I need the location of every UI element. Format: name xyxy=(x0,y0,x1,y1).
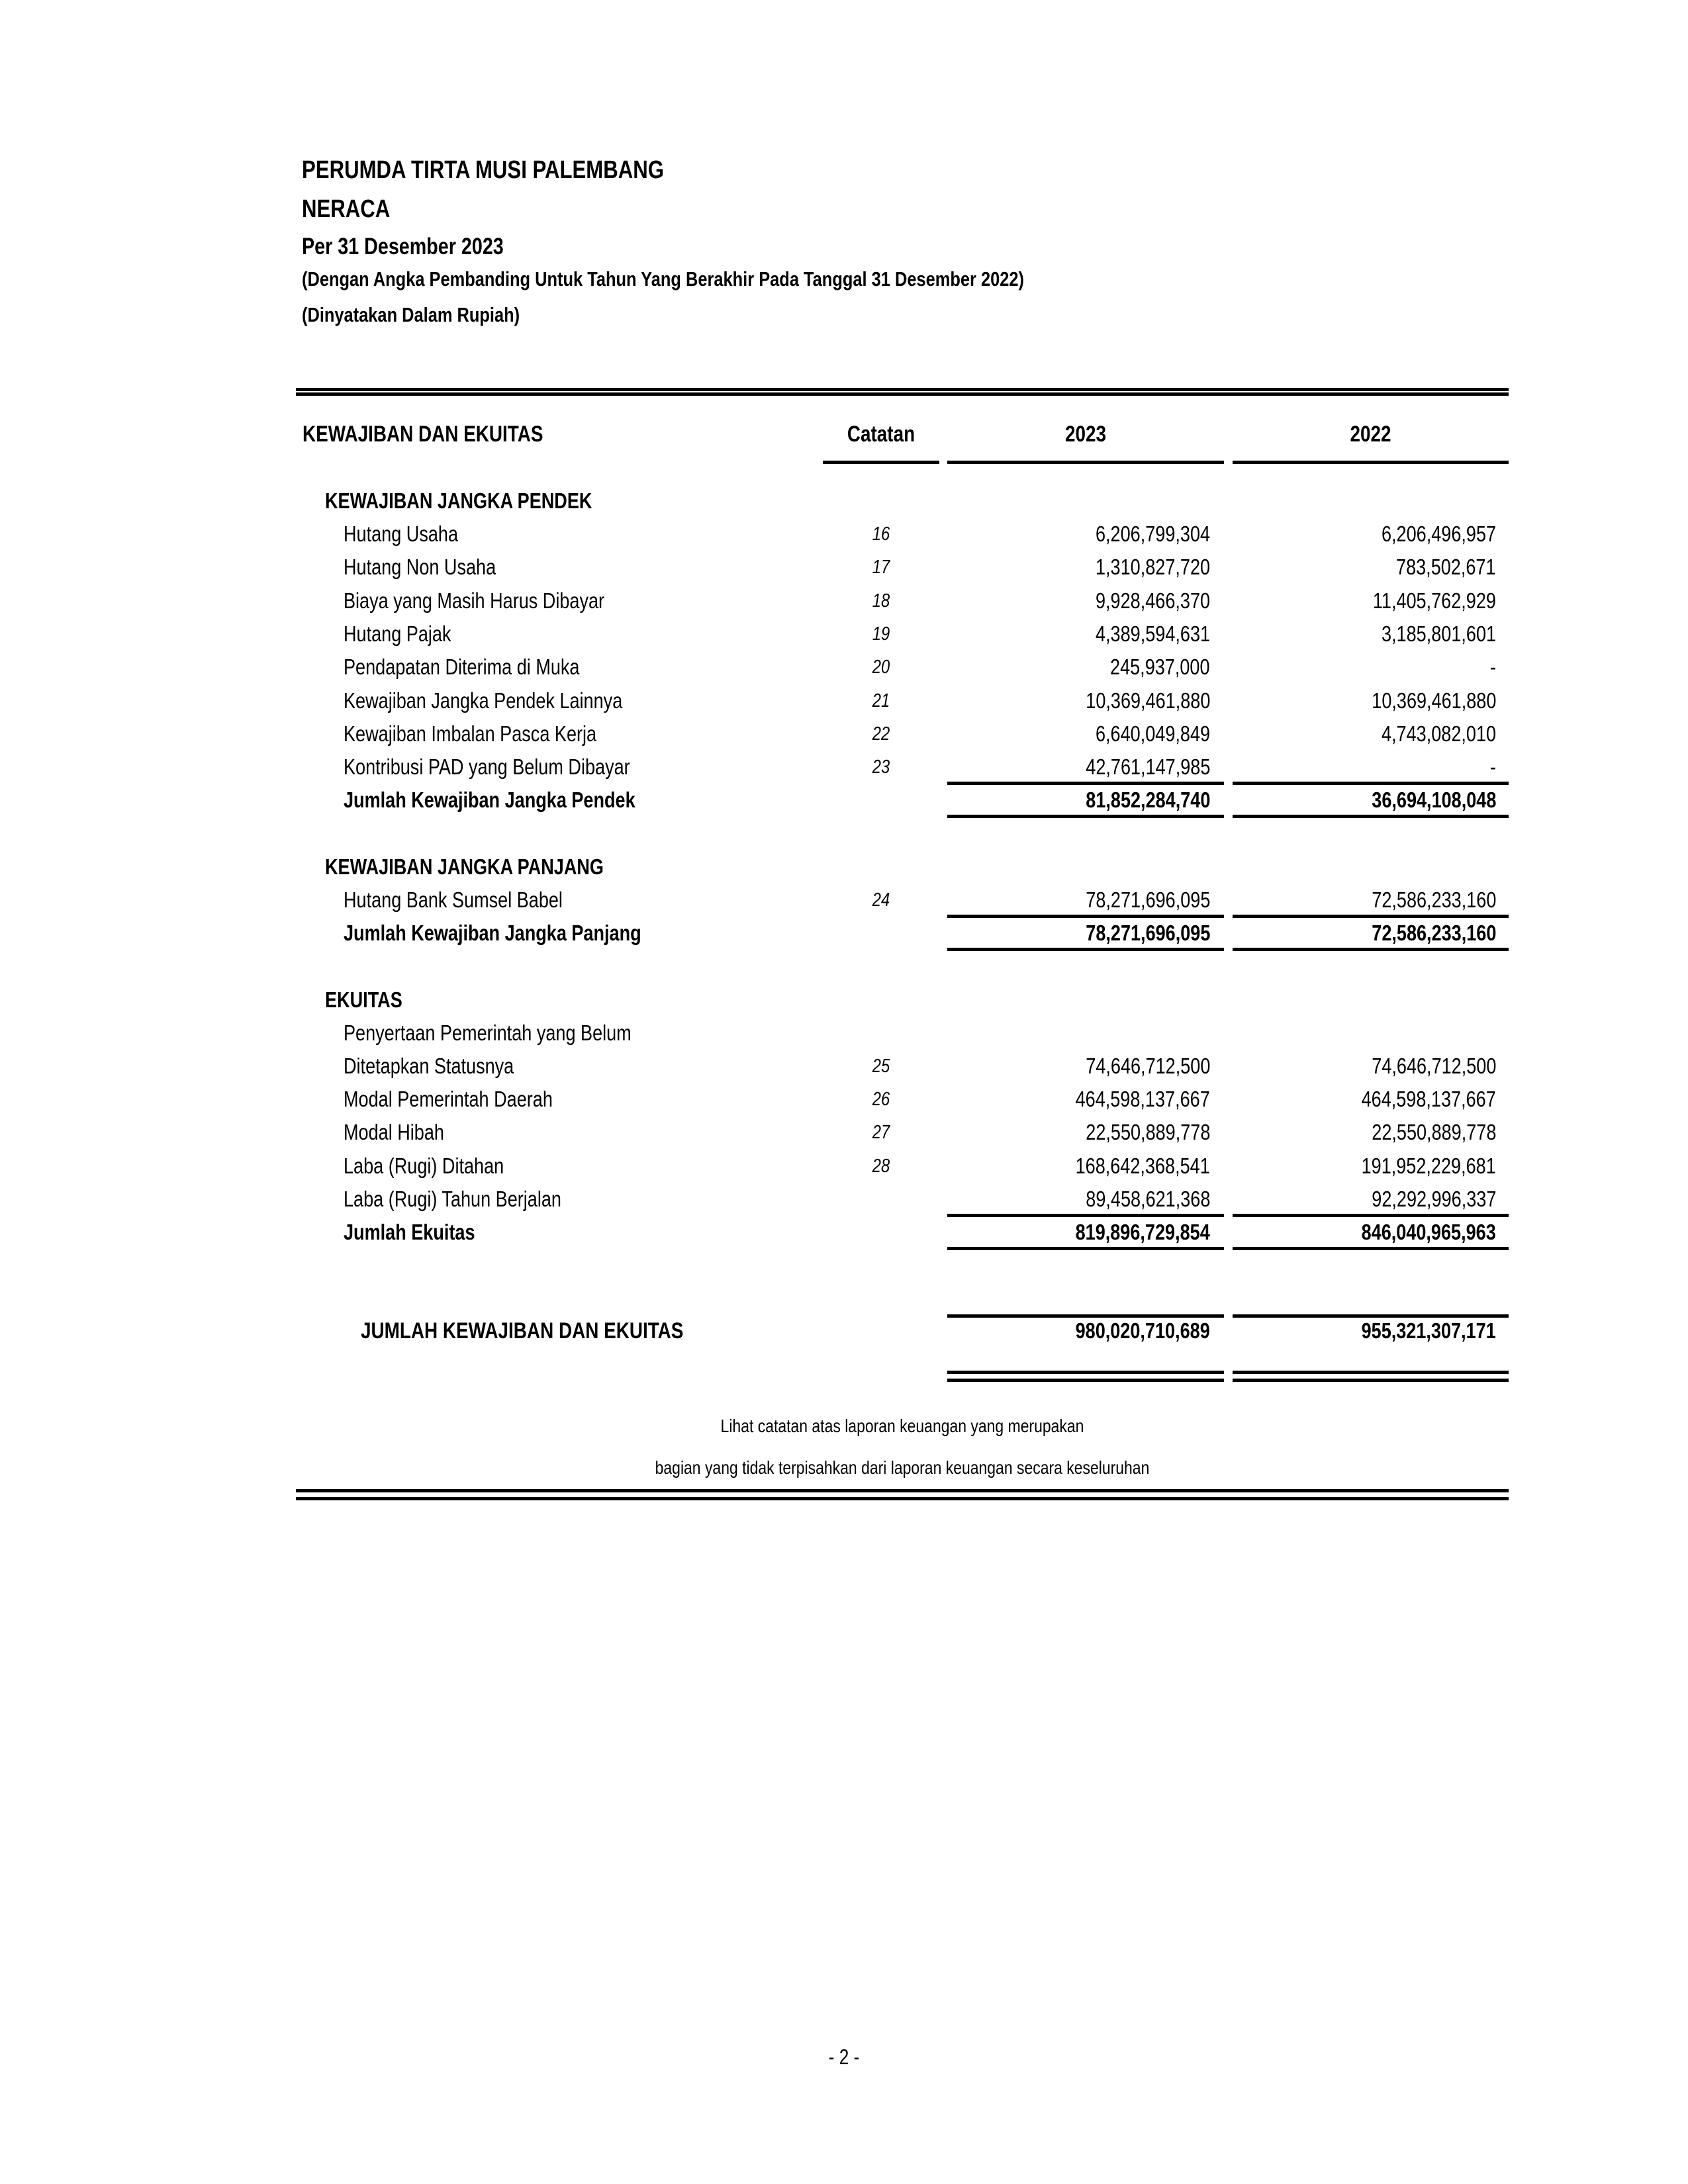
grand-total-double-rule-2-2022 xyxy=(1233,1379,1509,1382)
subtotal-rule-top-2022 xyxy=(1233,1214,1509,1217)
row-value-2023: 1,310,827,720 xyxy=(1095,555,1210,579)
subtotal-rule-bottom-2023 xyxy=(947,948,1224,951)
row-value-2022: - xyxy=(1489,754,1496,779)
row-label: Ditetapkan Statusnya xyxy=(344,1054,514,1078)
row-value-2022: 92,292,996,337 xyxy=(1371,1187,1496,1211)
subtotal-label: Jumlah Kewajiban Jangka Pendek xyxy=(344,788,635,812)
header-underline-2022 xyxy=(1233,461,1509,464)
grand-total-double-rule-2-2023 xyxy=(947,1379,1224,1382)
subtotal-rule-top-2022 xyxy=(1233,782,1509,785)
subtotal-label: Jumlah Kewajiban Jangka Panjang xyxy=(344,921,641,945)
row-value-2022: 3,185,801,601 xyxy=(1381,621,1496,646)
row-value-2022: 6,206,496,957 xyxy=(1381,522,1496,546)
row-value-2022: 191,952,229,681 xyxy=(1361,1154,1496,1178)
grand-total-rule-top-2023 xyxy=(947,1314,1224,1318)
subtotal-rule-bottom-2022 xyxy=(1233,815,1509,818)
row-value-2022: 74,646,712,500 xyxy=(1371,1054,1496,1078)
row-value-2023: 89,458,621,368 xyxy=(1085,1187,1210,1211)
row-label: Hutang Bank Sumsel Babel xyxy=(344,887,563,912)
row-value-2022: 22,550,889,778 xyxy=(1371,1120,1496,1144)
row-value-2023: 74,646,712,500 xyxy=(1085,1054,1210,1078)
row-value-2023: 168,642,368,541 xyxy=(1075,1154,1210,1178)
row-value-2023: 10,369,461,880 xyxy=(1085,688,1210,713)
row-note[interactable]: 25 xyxy=(872,1056,890,1077)
row-label: Modal Hibah xyxy=(344,1120,444,1144)
column-header-section: KEWAJIBAN DAN EKUITAS xyxy=(303,422,543,447)
subtotal-rule-bottom-2023 xyxy=(947,815,1224,818)
row-label: Biaya yang Masih Harus Dibayar xyxy=(344,588,605,613)
subtotal-value-2022: 36,694,108,048 xyxy=(1371,788,1496,812)
row-note[interactable]: 27 xyxy=(872,1122,890,1143)
row-label: Pendapatan Diterima di Muka xyxy=(344,655,580,679)
subtotal-rule-bottom-2022 xyxy=(1233,1247,1509,1250)
report-period: Per 31 Desember 2023 xyxy=(302,234,504,259)
subtotal-rule-top-2022 xyxy=(1233,915,1509,918)
top-double-rule-1 xyxy=(296,388,1509,391)
row-label: Hutang Non Usaha xyxy=(344,555,496,579)
row-label: Kewajiban Jangka Pendek Lainnya xyxy=(344,688,623,713)
row-value-2023: 245,937,000 xyxy=(1110,655,1210,679)
row-value-2022: 72,586,233,160 xyxy=(1371,887,1496,912)
row-note[interactable]: 17 xyxy=(872,557,890,578)
row-label: Laba (Rugi) Ditahan xyxy=(344,1154,504,1178)
row-value-2023: 9,928,466,370 xyxy=(1095,588,1210,613)
row-label: Hutang Pajak xyxy=(344,621,451,646)
footer-note-line-2: bagian yang tidak terpisahkan dari laporan keuangan secara keseluruhan xyxy=(655,1457,1150,1478)
row-note[interactable]: 19 xyxy=(872,623,890,645)
subtotal-label: Jumlah Ekuitas xyxy=(344,1220,475,1244)
row-note[interactable]: 20 xyxy=(872,657,890,678)
company-name: PERUMDA TIRTA MUSI PALEMBANG xyxy=(302,156,665,184)
page-number: - 2 - xyxy=(828,2045,860,2069)
grand-total-value-2023: 980,020,710,689 xyxy=(1075,1318,1210,1343)
row-note[interactable]: 18 xyxy=(872,590,890,612)
row-label: Kontribusi PAD yang Belum Dibayar xyxy=(344,754,630,779)
row-label: Kewajiban Imbalan Pasca Kerja xyxy=(344,721,597,746)
row-value-2022: 464,598,137,667 xyxy=(1361,1087,1496,1111)
section-title-equity: EKUITAS xyxy=(325,987,402,1012)
row-note[interactable]: 22 xyxy=(872,723,890,745)
row-value-2023: 22,550,889,778 xyxy=(1085,1120,1210,1144)
header-underline-2023 xyxy=(947,461,1224,464)
subtotal-value-2023: 81,852,284,740 xyxy=(1085,788,1210,812)
row-label: Modal Pemerintah Daerah xyxy=(344,1087,553,1111)
subtotal-rule-top-2023 xyxy=(947,782,1224,785)
column-header-2023: 2023 xyxy=(1064,422,1107,447)
column-header-note: Catatan xyxy=(847,422,915,447)
row-label: Hutang Usaha xyxy=(344,522,459,546)
subtotal-value-2022: 846,040,965,963 xyxy=(1361,1220,1496,1244)
top-double-rule-2 xyxy=(296,392,1509,396)
report-title: NERACA xyxy=(302,195,391,223)
subtotal-value-2023: 78,271,696,095 xyxy=(1085,921,1210,945)
row-value-2022: 4,743,082,010 xyxy=(1381,721,1496,746)
row-note[interactable]: 21 xyxy=(872,690,890,711)
row-note[interactable]: 28 xyxy=(872,1156,890,1177)
grand-total-double-rule-1-2023 xyxy=(947,1371,1224,1374)
footer-note-line-1: Lihat catatan atas laporan keuangan yang merupakan xyxy=(720,1416,1084,1436)
section-title-long-term-liabilities: KEWAJIBAN JANGKA PANJANG xyxy=(325,854,604,879)
row-note[interactable]: 26 xyxy=(872,1089,890,1110)
column-header-2022: 2022 xyxy=(1350,422,1391,447)
row-label: Laba (Rugi) Tahun Berjalan xyxy=(344,1187,561,1211)
row-note[interactable]: 24 xyxy=(872,889,890,911)
row-value-2022: 783,502,671 xyxy=(1396,555,1496,579)
grand-total-double-rule-1-2022 xyxy=(1233,1371,1509,1374)
row-label: Penyertaan Pemerintah yang Belum xyxy=(344,1021,632,1045)
subtotal-value-2023: 819,896,729,854 xyxy=(1075,1220,1210,1244)
subtotal-rule-top-2023 xyxy=(947,915,1224,918)
grand-total-value-2022: 955,321,307,171 xyxy=(1361,1318,1496,1343)
row-value-2023: 6,206,799,304 xyxy=(1095,522,1210,546)
subtotal-rule-bottom-2022 xyxy=(1233,948,1509,951)
row-value-2023: 464,598,137,667 xyxy=(1075,1087,1210,1111)
currency-note: (Dinyatakan Dalam Rupiah) xyxy=(302,303,520,326)
row-value-2023: 6,640,049,849 xyxy=(1095,721,1210,746)
row-value-2022: - xyxy=(1489,655,1496,679)
header-underline-note xyxy=(823,461,939,464)
bottom-double-rule-1 xyxy=(296,1489,1509,1492)
grand-total-label: JUMLAH KEWAJIBAN DAN EKUITAS xyxy=(361,1318,684,1343)
subtotal-rule-top-2023 xyxy=(947,1214,1224,1217)
row-note[interactable]: 23 xyxy=(872,756,890,778)
row-value-2023: 4,389,594,631 xyxy=(1095,621,1210,646)
bottom-double-rule-2 xyxy=(296,1497,1509,1500)
grand-total-rule-top-2022 xyxy=(1233,1314,1509,1318)
subtotal-value-2022: 72,586,233,160 xyxy=(1371,921,1496,945)
subtotal-rule-bottom-2023 xyxy=(947,1247,1224,1250)
row-value-2022: 10,369,461,880 xyxy=(1371,688,1496,713)
comparison-note: (Dengan Angka Pembanding Untuk Tahun Yang Berakhir Pada Tanggal 31 Desember 2022) xyxy=(302,267,1024,291)
row-value-2023: 78,271,696,095 xyxy=(1085,887,1210,912)
row-value-2023: 42,761,147,985 xyxy=(1085,754,1210,779)
row-value-2022: 11,405,762,929 xyxy=(1372,588,1496,613)
section-title-short-term-liabilities: KEWAJIBAN JANGKA PENDEK xyxy=(325,488,592,513)
row-note[interactable]: 16 xyxy=(872,523,890,545)
